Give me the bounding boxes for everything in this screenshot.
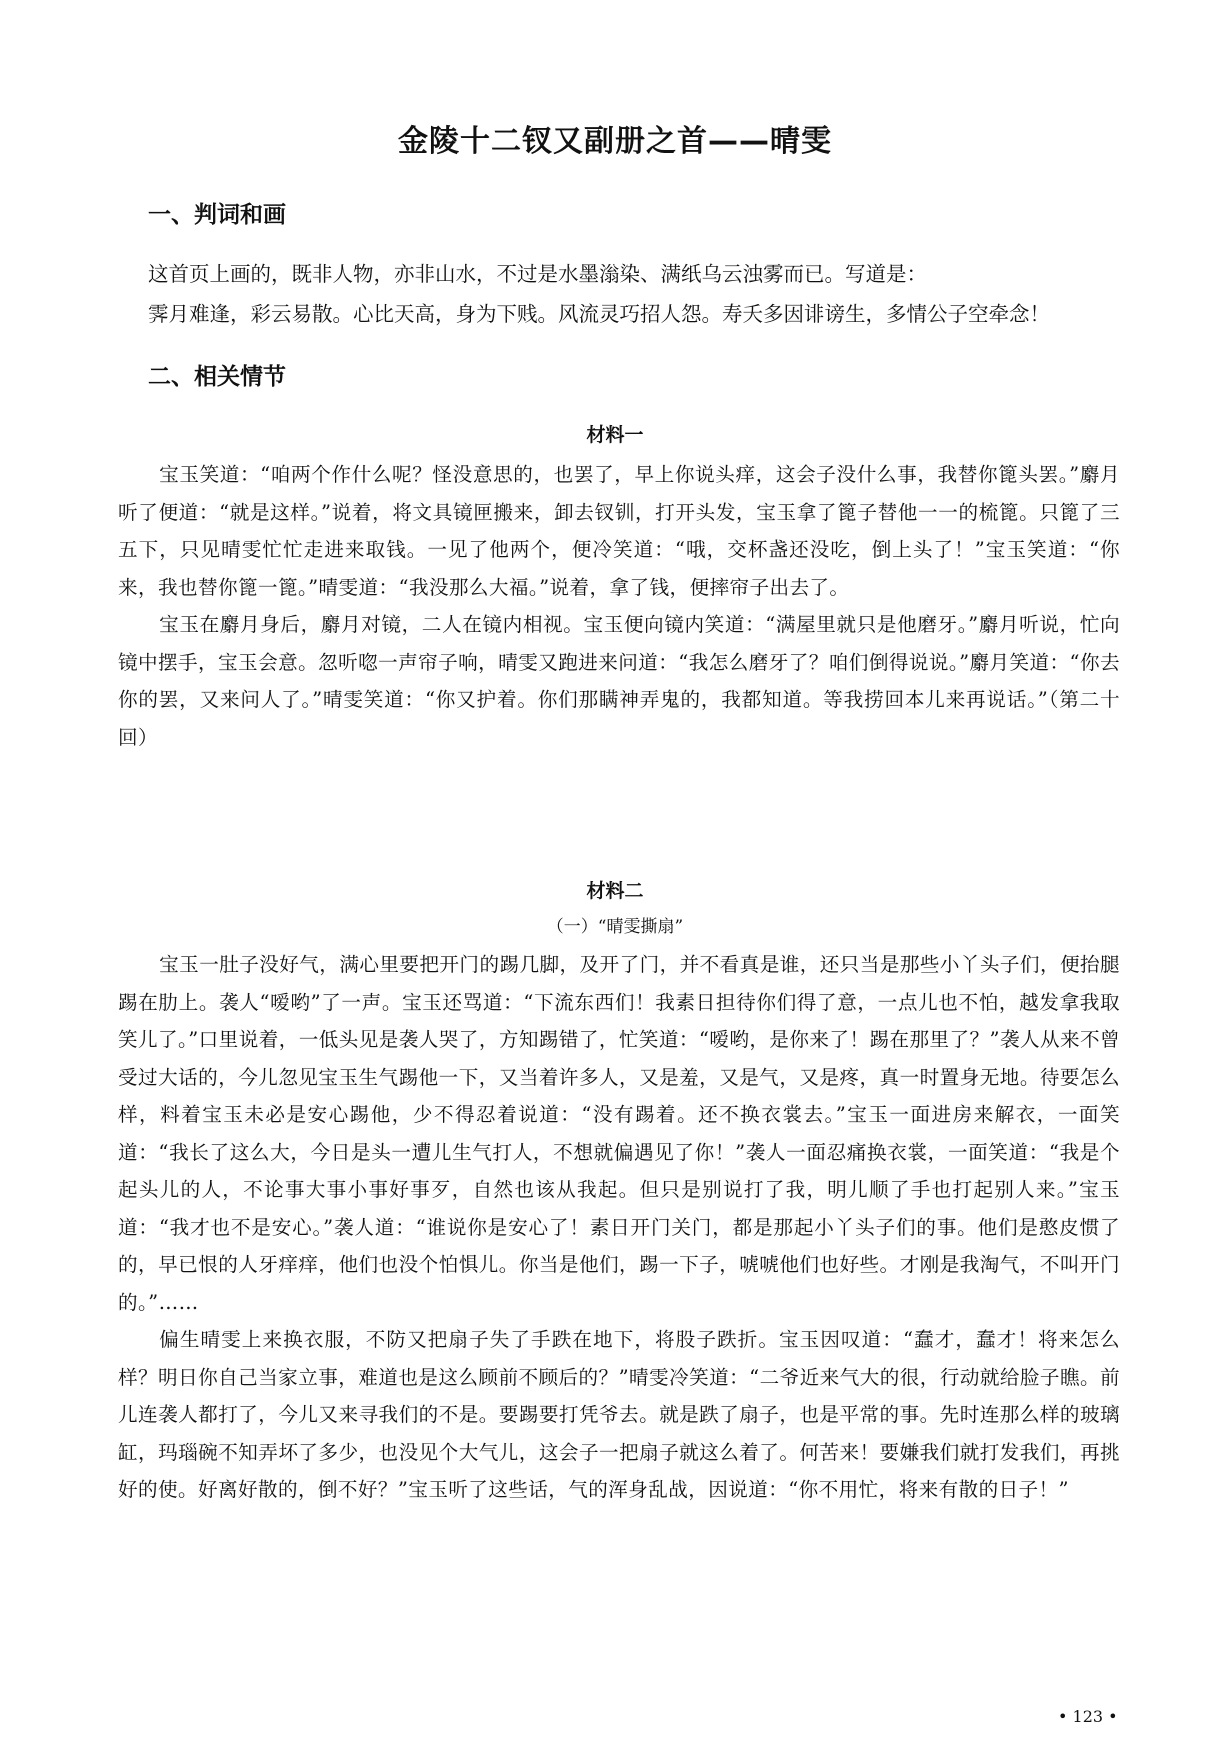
verdict-block — [148, 254, 1108, 334]
material-2-subtitle: （一）“晴雯撕扇” — [546, 917, 684, 937]
material-2-paragraph-2: 偏生晴雯上来换衣服，不防又把扇子失了手跌在地下，将股子跌折。宝玉因叹道：“蠢才，蠢才！将来怎么样？明日你自己当家立事，难道也是这么顾前不顾后的？”晴雯冷笑道：“二爷近来气大的很，行动就给脸子瞧。前儿连袭人都打了，今儿又来寻我们的不是。要踢要打凭爷去。就是跌了扇子，也是平常的事。先时连那么样的玻璃缸，玛瑙碗不知弄坏了多少，也没见个大气儿，这会子一把扇子就这么着了。何苦来！要嫌我们就打发我们，再挑好的使。好离好散的，倒不好？”宝玉听了这些话，气的浑身乱战，因说道：“你不用忙，将来有散的日子！” — [118, 1328, 1120, 1501]
material-1-paragraph-2: 宝玉在麝月身后，麝月对镜，二人在镜内相视。宝玉便向镜内笑道：“满屋里就只是他磨牙。”麝月听说，忙向镜中摆手，宝玉会意。忽听唿一声帘子响，晴雯又跑进来问道：“我怎么磨牙了？咱们倒得说说。”麝月笑道：“你去你的罢，又来问人了。”晴雯笑道：“你又护着。你们那瞒神弄鬼的，我都知道。等我捞回本儿来再说话。”（第二十回） — [118, 613, 1120, 749]
material-1-paragraph-1: 宝玉笑道：“咱两个作什么呢？怪没意思的，也罢了，早上你说头痒，这会子没什么事，我替你篦头罢。”麝月听了便道：“就是这样。”说着，将文具镜匣搬来，卸去钗钏，打开头发，宝玉拿了篦子替他一一的梳篦。只篦了三五下，只见晴雯忙忙走进来取钱。一见了他两个，便冷笑道：“哦，交杯盏还没吃，倒上头了！”宝玉笑道：“你来，我也替你篦一篦。”晴雯道：“我没那么大福。”说着，拿了钱，便摔帘子出去了。 — [118, 463, 1120, 599]
material-1-title: 材料一 — [586, 424, 644, 446]
section-heading-1: 一、判词和画 — [148, 202, 286, 228]
section-heading-2: 二、相关情节 — [148, 364, 286, 390]
material-1-text — [118, 456, 1120, 756]
page-number: • 123 • — [1058, 1707, 1118, 1726]
verdict-poem: 霁月难逢，彩云易散。心比天高，身为下贱。风流灵巧招人怨。寿夭多因诽谤生，多情公子空牵念！ — [148, 302, 1050, 326]
material-2-text — [118, 946, 1120, 1509]
verdict-intro: 这首页上画的，既非人物，亦非山水，不过是水墨滃染、满纸乌云浊雾而已。写道是： — [148, 262, 927, 286]
page-title: 金陵十二钗又副册之首——晴雯 — [398, 124, 832, 159]
material-2-paragraph-1: 宝玉一肚子没好气，满心里要把开门的踢几脚，及开了门，并不看真是谁，还只当是那些小丫头子们，便抬腿踢在肋上。袭人“嗳哟”了一声。宝玉还骂道：“下流东西们！我素日担待你们得了意，一点儿也不怕，越发拿我取笑儿了。”口里说着，一低头见是袭人哭了，方知踢错了，忙笑道：“嗳哟，是你来了！踢在那里了？”袭人从来不曾受过大话的，今儿忽见宝玉生气踢他一下，又当着许多人，又是羞，又是气，又是疼，真一时置身无地。待要怎么样，料着宝玉未必是安心踢他，少不得忍着说道：“没有踢着。还不换衣裳去。”宝玉一面进房来解衣，一面笑道：“我长了这么大，今日是头一遭儿生气打人，不想就偏遇见了你！”袭人一面忍痛换衣裳，一面笑道：“我是个起头儿的人，不论事大事小事好事歹，自然也该从我起。但只是别说打了我，明儿顺了手也打起别人来。”宝玉道：“我才也不是安心。”袭人道：“谁说你是安心了！素日开门关门，都是那起小丫头子们的事。他们是憨皮惯了的，早已恨的人牙痒痒，他们也没个怕惧儿。你当是他们，踢一下子，唬唬他们也好些。才刚是我淘气，不叫开门的。”…… — [118, 953, 1120, 1314]
material-2-title: 材料二 — [586, 880, 644, 902]
